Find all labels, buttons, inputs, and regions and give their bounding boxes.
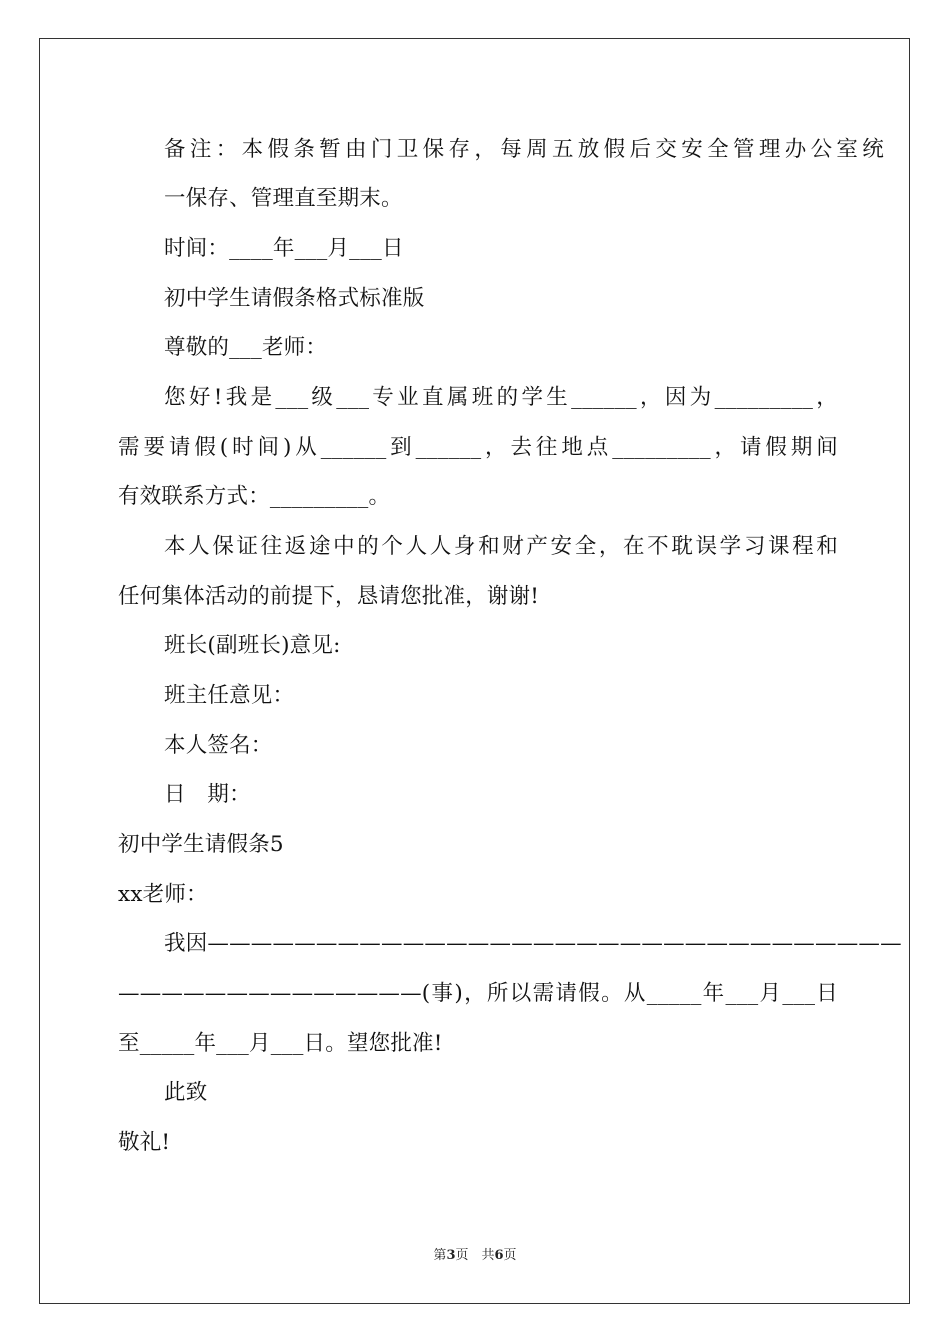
body-line-1: 您好!我是___级___专业直属班的学生______，因为_________， — [164, 385, 838, 410]
sign-date-line: 日 期： — [164, 782, 251, 807]
footer-label-post: 页 — [503, 1248, 517, 1263]
guarantee-line-1: 本人保证往返途中的个人人身和财产安全，在不耽误学习课程和 — [164, 534, 838, 559]
signature-line: 本人签名： — [164, 733, 273, 758]
footer-label-pre: 第 — [433, 1248, 447, 1263]
closing-2: 敬礼! — [118, 1130, 171, 1155]
salutation: 尊敬的___老师： — [164, 335, 328, 360]
note-line-1: 备注：本假条暂由门卫保存，每周五放假后交安全管理办公室统 — [164, 137, 884, 162]
reason-line-2: ——————————————(事)，所以需请假。从_____年___月___日 — [118, 981, 838, 1006]
page-border — [39, 38, 910, 1304]
note-line-2: 一保存、管理直至期末。 — [164, 186, 403, 211]
monitor-opinion: 班长(副班长)意见: — [164, 633, 341, 658]
body-line-2: 需要请假(时间)从______到______，去往地点_________，请假期间 — [118, 435, 838, 460]
reason-line-1: 我因———————————————————————————————— — [164, 931, 902, 956]
teacher-opinion: 班主任意见： — [164, 683, 295, 708]
footer-label-mid: 页 共 — [455, 1248, 495, 1263]
page-footer — [0, 1246, 950, 1266]
footer-page-total: 6 — [494, 1248, 504, 1263]
date-line: 时间：____年___月___日 — [164, 236, 404, 261]
closing-1: 此致 — [164, 1080, 208, 1105]
guarantee-line-2: 任何集体活动的前提下，恳请您批准，谢谢! — [118, 584, 540, 609]
reason-line-3: 至_____年___月___日。望您批准! — [118, 1031, 443, 1056]
footer-page-current: 3 — [446, 1248, 456, 1263]
body-line-3: 有效联系方式：_________。 — [118, 484, 391, 509]
section-title-5: 初中学生请假条5 — [118, 832, 284, 857]
section-title: 初中学生请假条格式标准版 — [164, 286, 425, 311]
salutation-2: xx老师： — [118, 882, 208, 907]
